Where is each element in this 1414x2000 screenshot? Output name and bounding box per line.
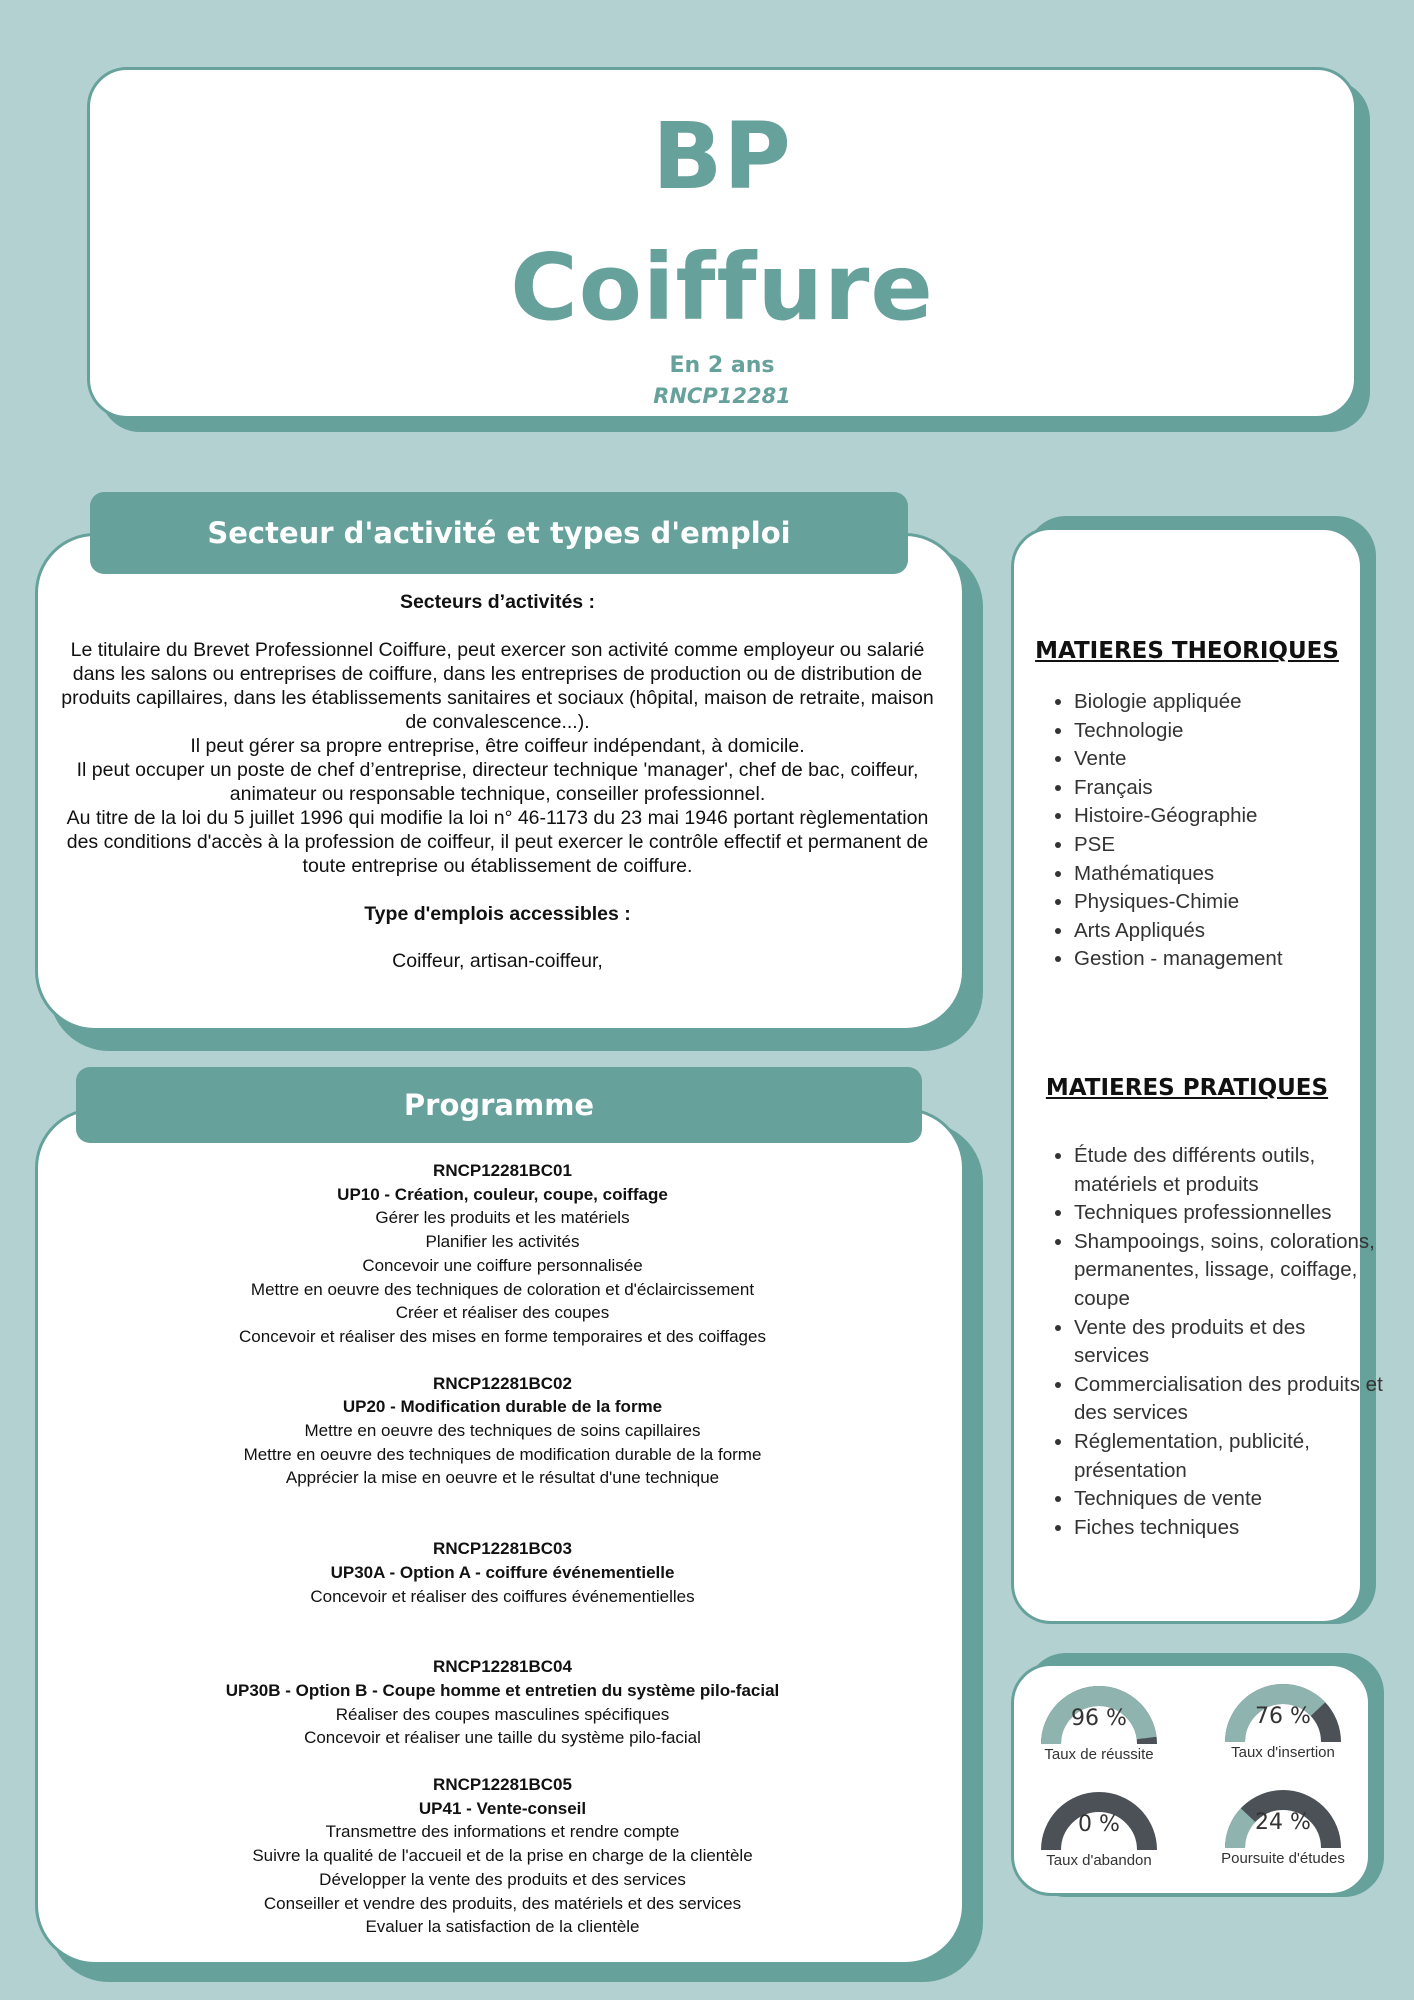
- matieres-card: [1011, 527, 1383, 1624]
- list-item: • Shampooings, soins, colorations, permanentes, lissage, coiffage, coupe: [1074, 1228, 1384, 1314]
- secteur-paragraph: Au titre de la loi du 5 juillet 1996 qui modifie la loi n° 46-1173 du 23 mai 1946 portant règlementation des conditions d'accès à la profession de coiffeur, il peut exercer le contrôle effectif et permanent de toute entreprise ou établissement de coiffure.: [66, 807, 929, 877]
- list-item: • Fiches techniques: [1074, 1514, 1384, 1543]
- programme-block: [120, 1537, 885, 1608]
- block-code: RNCP12281BC01: [433, 1161, 572, 1180]
- block-item: Concevoir et réaliser des mises en forme temporaires et des coiffages: [239, 1326, 766, 1346]
- list-item: • Mathématiques: [1074, 860, 1384, 889]
- rncp-code: RNCP12281: [653, 384, 791, 408]
- block-item: Suivre la qualité de l'accueil et de la prise en charge de la clientèle: [252, 1846, 753, 1866]
- list-item: • Réglementation, publicité, présentation: [1074, 1428, 1384, 1485]
- list-item: • Commercialisation des produits et des services: [1074, 1371, 1384, 1428]
- gauge-insertion: [1208, 1682, 1358, 1761]
- block-item: Concevoir et réaliser des coiffures événementielles: [310, 1586, 695, 1606]
- list-item: • Techniques professionnelles: [1074, 1199, 1384, 1228]
- block-item: Concevoir et réaliser une taille du système pilo-facial: [304, 1728, 701, 1748]
- gauge-label: Taux de réussite: [1044, 1746, 1154, 1763]
- gauge-label: Taux d'abandon: [1046, 1852, 1152, 1869]
- block-item: Planifier les activités: [425, 1232, 580, 1252]
- secteur-paragraph: Il peut gérer sa propre entreprise, être coiffeur indépendant, à domicile.: [190, 735, 805, 757]
- block-code: RNCP12281BC04: [433, 1657, 572, 1677]
- secteur-header: Secteur d'activité et types d'emploi: [90, 492, 908, 574]
- block-code: RNCP12281BC03: [433, 1539, 572, 1559]
- block-item: Transmettre des informations et rendre compte: [325, 1822, 680, 1842]
- block-item: Créer et réaliser des coupes: [395, 1303, 610, 1323]
- title-card: [87, 67, 1357, 419]
- programme-block: [120, 1773, 885, 1939]
- programme-block: [120, 1372, 885, 1491]
- emplois-text: Coiffeur, artisan-coiffeur,: [392, 950, 603, 972]
- block-item: Concevoir une coiffure personnalisée: [362, 1255, 643, 1275]
- emplois-subtitle: Type d'emplois accessibles :: [364, 903, 631, 925]
- list-item: • Français: [1074, 774, 1384, 803]
- gauge-value: 76 %: [1255, 1704, 1311, 1729]
- list-item: • Histoire-Géographie: [1074, 802, 1384, 831]
- block-item: Mettre en oeuvre des techniques de coloration et d'éclaircissement: [250, 1279, 755, 1299]
- block-item: Réaliser des coupes masculines spécifiques: [335, 1704, 670, 1724]
- block-item: Conseiller et vendre des produits, des matériels et des services: [263, 1893, 742, 1913]
- block-item: Apprécier la mise en oeuvre et le résultat d'une technique: [285, 1468, 720, 1488]
- gauge-value: 24 %: [1255, 1810, 1311, 1835]
- page-title-line2: Coiffure: [510, 234, 934, 341]
- list-item: • Étude des différents outils, matériels et produits: [1074, 1142, 1384, 1199]
- gauge-abandon: [1024, 1790, 1174, 1869]
- gauge-value: 96 %: [1071, 1706, 1127, 1731]
- pratiques-title: MATIERES PRATIQUES: [1045, 1075, 1329, 1101]
- gauge-poursuite: [1208, 1788, 1358, 1867]
- programme-block: [120, 1655, 885, 1750]
- list-item: • Arts Appliqués: [1074, 917, 1384, 946]
- programme-content: [120, 1159, 885, 1939]
- block-item: Gérer les produits et les matériels: [375, 1208, 630, 1228]
- block-item: Evaluer la satisfaction de la clientèle: [365, 1917, 640, 1937]
- list-item: • Gestion - management: [1074, 945, 1384, 974]
- secteurs-subtitle: Secteurs d’activités :: [399, 591, 596, 613]
- block-item: Développer la vente des produits et des services: [319, 1869, 686, 1889]
- list-item: • Biologie appliquée: [1074, 688, 1384, 717]
- block-code: RNCP12281BC05: [433, 1775, 572, 1795]
- gauge-label: Taux d'insertion: [1231, 1744, 1335, 1761]
- list-item: • Technologie: [1074, 717, 1384, 746]
- list-item: • Vente des produits et des services: [1074, 1314, 1384, 1371]
- programme-block: [120, 1159, 885, 1349]
- secteur-paragraph: Le titulaire du Brevet Professionnel Coiffure, peut exercer son activité comme employeur ou salarié dans les salons ou entreprises de coiffure, dans les entreprises de production ou de distribution de produits capillaires, dans les établissements sanitaires et sociaux (hôpital, maison de retraite, maison de convalescence...).: [61, 639, 934, 733]
- stats-card: [1011, 1663, 1371, 1896]
- list-item: • Vente: [1074, 745, 1384, 774]
- block-name: UP20 - Modification durable de la forme: [342, 1397, 663, 1417]
- duration-text: En 2 ans: [669, 353, 775, 378]
- list-item: • Physiques-Chimie: [1074, 888, 1384, 917]
- list-item: • PSE: [1074, 831, 1384, 860]
- theoriques-list: [1044, 688, 1384, 974]
- theoriques-title: MATIERES THEORIQUES: [1035, 638, 1339, 664]
- page-title-line1: BP: [652, 103, 792, 210]
- secteur-content: [55, 590, 940, 973]
- programme-header: Programme: [76, 1067, 922, 1143]
- block-code: RNCP12281BC02: [433, 1373, 572, 1393]
- gauge-value: 0 %: [1078, 1812, 1120, 1837]
- block-name: UP30B - Option B - Coupe homme et entretien du système pilo-facial: [225, 1680, 780, 1700]
- block-name: UP10 - Création, couleur, coupe, coiffage: [337, 1184, 668, 1204]
- gauge-label: Poursuite d'études: [1221, 1850, 1345, 1867]
- block-name: UP30A - Option A - coiffure événementielle: [330, 1562, 675, 1582]
- list-item: • Techniques de vente: [1074, 1485, 1384, 1514]
- block-name: UP41 - Vente-conseil: [418, 1798, 587, 1818]
- block-item: Mettre en oeuvre des techniques de soins capillaires: [304, 1421, 701, 1441]
- secteur-paragraph: Il peut occuper un poste de chef d’entreprise, directeur technique 'manager', chef de bac, coiffeur, animateur ou responsable technique, conseiller professionnel.: [76, 759, 919, 805]
- block-item: Mettre en oeuvre des techniques de modification durable de la forme: [243, 1444, 762, 1464]
- pratiques-list: [1044, 1142, 1384, 1542]
- gauge-reussite: [1024, 1684, 1174, 1763]
